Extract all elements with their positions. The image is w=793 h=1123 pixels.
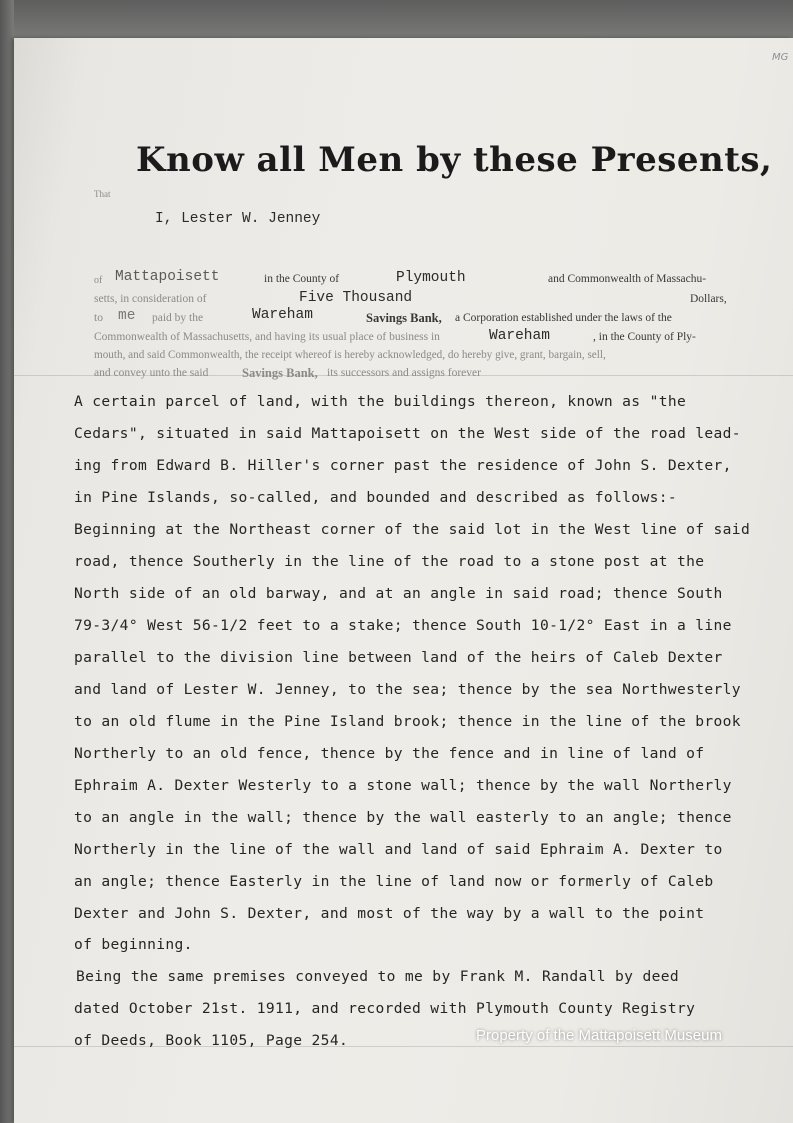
- convey-text: and convey unto the said: [94, 367, 209, 379]
- consideration-label: setts, in consideration of: [94, 293, 207, 305]
- to-label: to: [94, 312, 103, 324]
- background-top: [0, 0, 793, 40]
- receipt-text: mouth, and said Commonwealth, the receipt whereof is hereby acknowledged, do hereby give, grant, bargain, sell,: [94, 349, 606, 361]
- grantor-name: I, Lester W. Jenney: [155, 211, 321, 227]
- body-line: Cedars", situated in said Mattapoisett on the West side of the road lead-: [74, 425, 741, 442]
- body-line: ing from Edward B. Hiller's corner past the residence of John S. Dexter,: [74, 457, 732, 474]
- commonwealth-label: and Commonwealth of Massachu-: [548, 273, 707, 285]
- body-line: to an old flume in the Pine Island brook; thence in the line of the brook: [74, 713, 741, 730]
- body-line: Beginning at the Northeast corner of the said lot in the West line of said: [74, 521, 751, 538]
- commonwealth-text: Commonwealth of Massachusetts, and having its usual place of business in: [94, 331, 440, 343]
- bank-town: Wareham: [252, 307, 313, 323]
- corner-mark: MG: [772, 52, 789, 63]
- paid-label: paid by the: [152, 312, 204, 324]
- body-line: Ephraim A. Dexter Westerly to a stone wall; thence by the wall Northerly: [74, 777, 732, 794]
- body-line: 79-3/4° West 56-1/2 feet to a stake; thence South 10-1/2° East in a line: [74, 617, 732, 634]
- body-line: North side of an old barway, and at an angle in said road; thence South: [74, 585, 723, 602]
- document-title: Know all Men by these Presents,: [136, 140, 773, 180]
- county-ply-text: , in the County of Ply-: [593, 331, 696, 343]
- body-line: Being the same premises conveyed to me by Frank M. Randall by deed: [76, 968, 679, 985]
- of-label: of: [94, 275, 103, 286]
- amount-value: Five Thousand: [299, 290, 413, 306]
- county-label: in the County of: [264, 273, 340, 285]
- body-line: parallel to the division line between land of the heirs of Caleb Dexter: [74, 649, 723, 666]
- convey-bank-label: Savings Bank,: [242, 366, 318, 380]
- corporation-text: a Corporation established under the laws of the: [455, 312, 672, 324]
- body-line: of beginning.: [74, 936, 193, 953]
- body-line: in Pine Islands, so-called, and bounded and described as follows:-: [74, 489, 677, 506]
- body-line: to an angle in the wall; thence by the wall easterly to an angle; thence: [74, 809, 732, 826]
- business-town: Wareham: [489, 328, 550, 344]
- bank-label: Savings Bank,: [366, 311, 442, 325]
- body-line: A certain parcel of land, with the buildings thereon, known as "the: [74, 393, 687, 410]
- town-value: Mattapoisett: [115, 269, 220, 285]
- successors-text: its successors and assigns forever: [327, 367, 481, 379]
- body-line: dated October 21st. 1911, and recorded with Plymouth County Registry: [74, 1000, 696, 1017]
- that-label: That: [94, 189, 111, 199]
- museum-watermark: Property of the Mattapoisett Museum: [476, 1027, 722, 1044]
- to-value: me: [118, 308, 136, 324]
- county-value: Plymouth: [396, 270, 466, 286]
- body-line: and land of Lester W. Jenney, to the sea; thence by the sea Northwesterly: [74, 681, 741, 698]
- body-line: Northerly to an old fence, thence by the fence and in line of land of: [74, 745, 705, 762]
- body-line: road, thence Southerly in the line of the road to a stone post at the: [74, 553, 705, 570]
- body-line: an angle; thence Easterly in the line of land now or formerly of Caleb: [74, 873, 714, 890]
- background-left: [0, 0, 14, 1123]
- dollars-label: Dollars,: [690, 293, 727, 305]
- body-line: Northerly in the line of the wall and land of said Ephraim A. Dexter to: [74, 841, 723, 858]
- body-line: of Deeds, Book 1105, Page 254.: [74, 1032, 349, 1049]
- deed-page: [14, 38, 793, 1123]
- body-line: Dexter and John S. Dexter, and most of the way by a wall to the point: [74, 905, 705, 922]
